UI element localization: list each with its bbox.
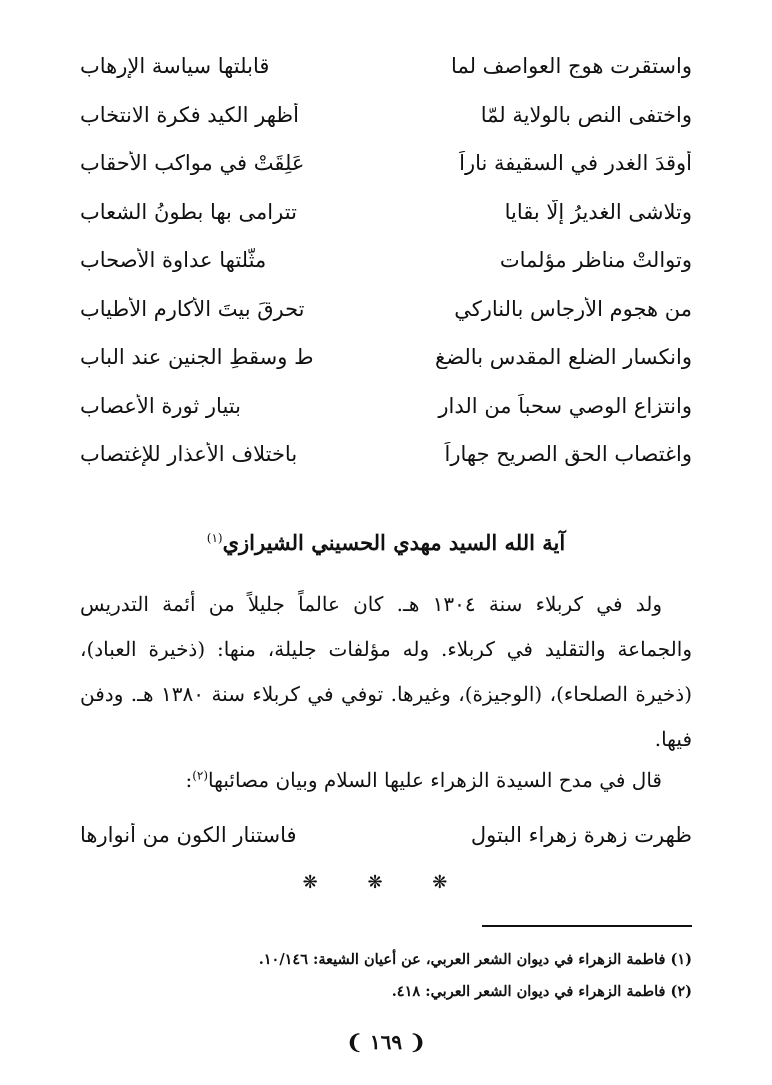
verse-first-hemistich: واغتصاب الحق الصريح جهاراً (444, 442, 692, 467)
poem-verse (80, 813, 692, 857)
poem-verse (80, 91, 692, 140)
verse-second-hemistich: ط وسقطِ الجنين عند الباب (80, 345, 314, 370)
poem-verse (80, 430, 692, 479)
page-ornament-left-icon: ❨ (346, 1030, 363, 1054)
verse-first-hemistich: واختفى النص بالولاية لمّا (480, 102, 692, 127)
poem-block (80, 42, 692, 479)
page-number-text: ١٦٩ (369, 1030, 403, 1054)
verse-first-hemistich: وتلاشى الغديرُ إلّا بقايا (504, 199, 692, 224)
verse-first-hemistich: واستقرت هوج العواصف لما (451, 54, 692, 79)
verse-first-hemistich: أوقدَ الغدر في السقيفة ناراً (459, 151, 692, 176)
verse-first-hemistich: وانكسار الضلع المقدس بالضغ (435, 345, 692, 370)
verse-second-hemistich: تترامى بها بطونُ الشعاب (80, 199, 297, 224)
poem-verse (80, 188, 692, 237)
footnote-separator (482, 925, 692, 927)
poem-verse (80, 333, 692, 382)
verse-second-hemistich: بتيار ثورة الأعصاب (80, 393, 241, 418)
footnote-ref-1: (١) (206, 531, 223, 545)
poem-verse (80, 236, 692, 285)
section-divider-stars: ❋ ❋ ❋ (302, 872, 470, 893)
footnotes (80, 944, 692, 1008)
verse-first-hemistich: ظهرت زهرة زهراء البتول (470, 823, 692, 847)
verse-first-hemistich: وانتزاع الوصي سحباً من الدار (438, 393, 692, 418)
poem-intro (185, 768, 662, 792)
verse-first-hemistich: من هجوم الأرجاس بالناركي (454, 296, 692, 321)
heading-title: آية الله السيد مهدي الحسيني الشيرازي (222, 530, 566, 555)
verse-second-hemistich: فاستنار الكون من أنوارها (80, 823, 297, 847)
verse-second-hemistich: تحرقَ بيتَ الأكارم الأطياب (80, 296, 305, 321)
poem-verse (80, 382, 692, 431)
footnote: (١) فاطمة الزهراء في ديوان الشعر العربي، عن أعيان الشيعة: ١٠/١٤٦. (258, 951, 692, 968)
verse-second-hemistich: أظهر الكيد فكرة الانتخاب (80, 102, 299, 127)
poem-intro-colon: : (185, 768, 193, 792)
verse-second-hemistich: باختلاف الأعذار للإغتصاب (80, 442, 298, 467)
poem-verse (80, 285, 692, 334)
page-number (0, 1030, 772, 1054)
footnote-ref-2: (٢) (192, 768, 209, 783)
poem-verse (80, 139, 692, 188)
verse-second-hemistich: مثّلتها عداوة الأصحاب (80, 248, 267, 273)
poem-intro-text: قال في مدح السيدة الزهراء عليها السلام وبيان مصائبها (208, 768, 662, 792)
page-ornament-right-icon: ❩ (409, 1030, 426, 1054)
section-heading (0, 530, 772, 555)
poem-verse (80, 42, 692, 91)
biography-paragraph (80, 582, 692, 762)
verse-second-hemistich: قابلتها سياسة الإرهاب (80, 54, 270, 79)
biography-text: ولد في كربلاء سنة ١٣٠٤ هـ. كان عالماً جليلاً من أئمة التدريس والجماعة والتقليد في كربلاء. وله مؤلفات جليلة، منها: (ذخيرة العباد)، (ذخيرة الصلحاء)، (الوجيزة)، وغيرها. توفي في كربلاء سنة ١٣٨٠ هـ. ودفن فيها. (80, 592, 693, 751)
verse-first-hemistich: وتوالتْ مناظر مؤلمات (499, 248, 692, 273)
verse-second-hemistich: عَلِقَتْ في مواكب الأحقاب (80, 151, 305, 176)
footnote: (٢) فاطمة الزهراء في ديوان الشعر العربي: ٤١٨. (391, 983, 692, 1000)
